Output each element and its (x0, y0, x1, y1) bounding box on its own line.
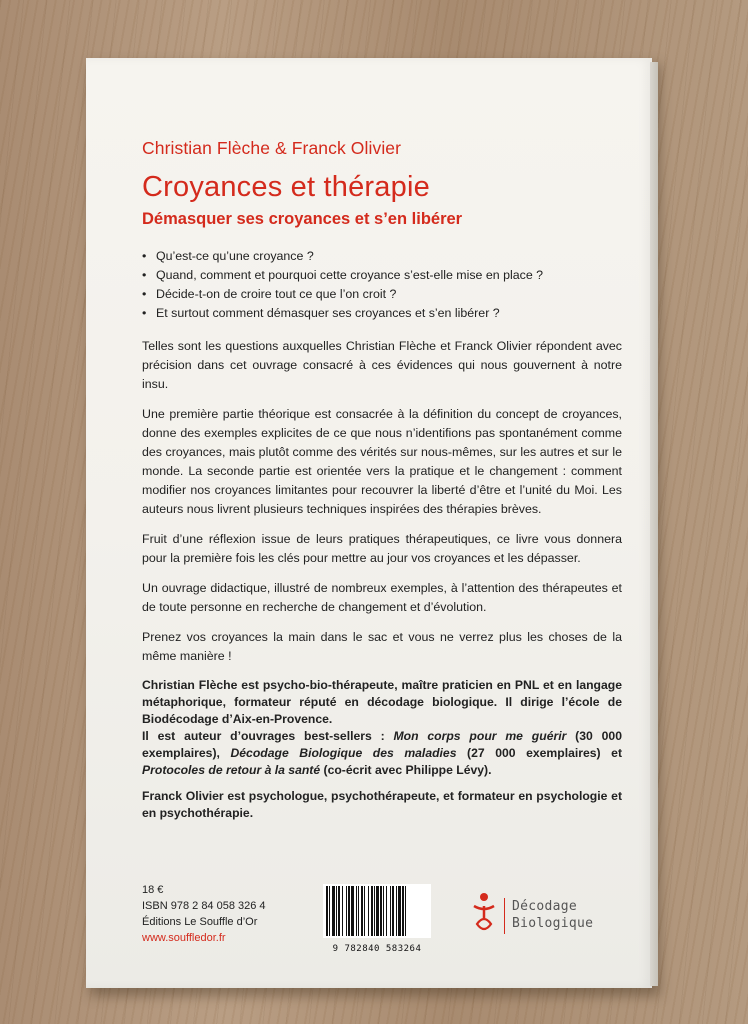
logo-line-2: Biologique (512, 916, 594, 931)
bio-text: (co-écrit avec Philippe Lévy). (320, 763, 492, 777)
description-paragraph: Prenez vos croyances la main dans le sac et vous ne verrez plus les choses de la même manière ! (142, 630, 622, 663)
description-paragraph: Un ouvrage didactique, illustré de nombreux exemples, à l’attention des thérapeutes et de toute personne en recherche de changement et d’évolution. (142, 581, 622, 614)
bio-text: (27 000 exemplaires) et (456, 746, 623, 760)
book-reference: Protocoles de retour à la santé (142, 763, 321, 777)
question-item: • Et surtout comment démasquer ses croyances et s’en libérer ? (142, 304, 622, 323)
book-subtitle: Démasquer ses croyances et s’en libérer (142, 210, 463, 228)
book-reference: Mon corps pour me guérir (393, 729, 567, 743)
author-bio-olivier: Franck Olivier est psychologue, psychothérapeute, et formateur en psychologie et en psychothérapie. (142, 789, 622, 820)
barcode (323, 884, 431, 954)
logo-line-1: Décodage (512, 899, 578, 914)
publisher: Éditions Le Souffle d’Or (142, 916, 258, 928)
question-item: • Quand, comment et pourquoi cette croyance s’est-elle mise en place ? (142, 266, 622, 285)
bio-text: Christian Flèche est psycho-bio-thérapeute, maître praticien en PNL et en langage métaphorique, formateur réputé en décodage biologique. Il dirige l’école de Biodécodage d’Aix-en-Provence. (142, 678, 622, 726)
book-title: Croyances et thérapie (142, 171, 430, 203)
isbn: ISBN 978 2 84 058 326 4 (142, 900, 266, 912)
cover-content (142, 138, 622, 831)
logo-divider (504, 898, 505, 934)
publisher-url: www.souffledor.fr (142, 932, 226, 944)
description-paragraph: Une première partie théorique est consacrée à la définition du concept de croyances, donne des exemples explicites de ce que nous n’identifions pas spontanément comme des croyances, mais plutôt comme des vérités sur nous-mêmes, sur les autres et sur le monde. La seconde partie est orientée vers la pratique et le changement : comment modifier nos croyances limitantes pour recouvrer la liberté d’être et l’unité du Moi. Les auteurs nous livrent plusieurs techniques inspirées des thérapies brèves. (142, 407, 622, 516)
publication-info (142, 882, 266, 946)
authors: Christian Flèche & Franck Olivier (142, 138, 402, 158)
bio-text: (30 000 exemplaires), (142, 729, 622, 760)
question-list (142, 247, 622, 323)
bio-text: Il est auteur d’ouvrages best-sellers : (142, 729, 394, 743)
decodage-biologique-logo (472, 892, 622, 942)
question-item: • Qu’est-ce qu’une croyance ? (142, 247, 622, 266)
price: 18 € (142, 884, 164, 896)
description-paragraph: Fruit d’une réflexion issue de leurs pratiques thérapeutiques, ce livre vous donnera pour la première fois les clés pour mettre au jour vos croyances et les dépasser. (142, 532, 622, 565)
question-item: • Décide-t-on de croire tout ce que l’on croit ? (142, 285, 622, 304)
barcode-number: 9 782840 583264 (332, 944, 422, 954)
book-back-cover (86, 58, 652, 988)
barcode-bars-icon (323, 884, 431, 938)
human-figure-icon (472, 892, 496, 936)
author-bio-flèche (142, 677, 622, 779)
logo-text (512, 898, 593, 932)
book-edge (650, 62, 658, 986)
description-paragraph: Telles sont les questions auxquelles Christian Flèche et Franck Olivier répondent avec précision dans cet ouvrage consacré à ces évidences qui nous gouvernent à notre insu. (142, 339, 622, 391)
book-reference: Décodage Biologique des maladies (230, 746, 457, 760)
